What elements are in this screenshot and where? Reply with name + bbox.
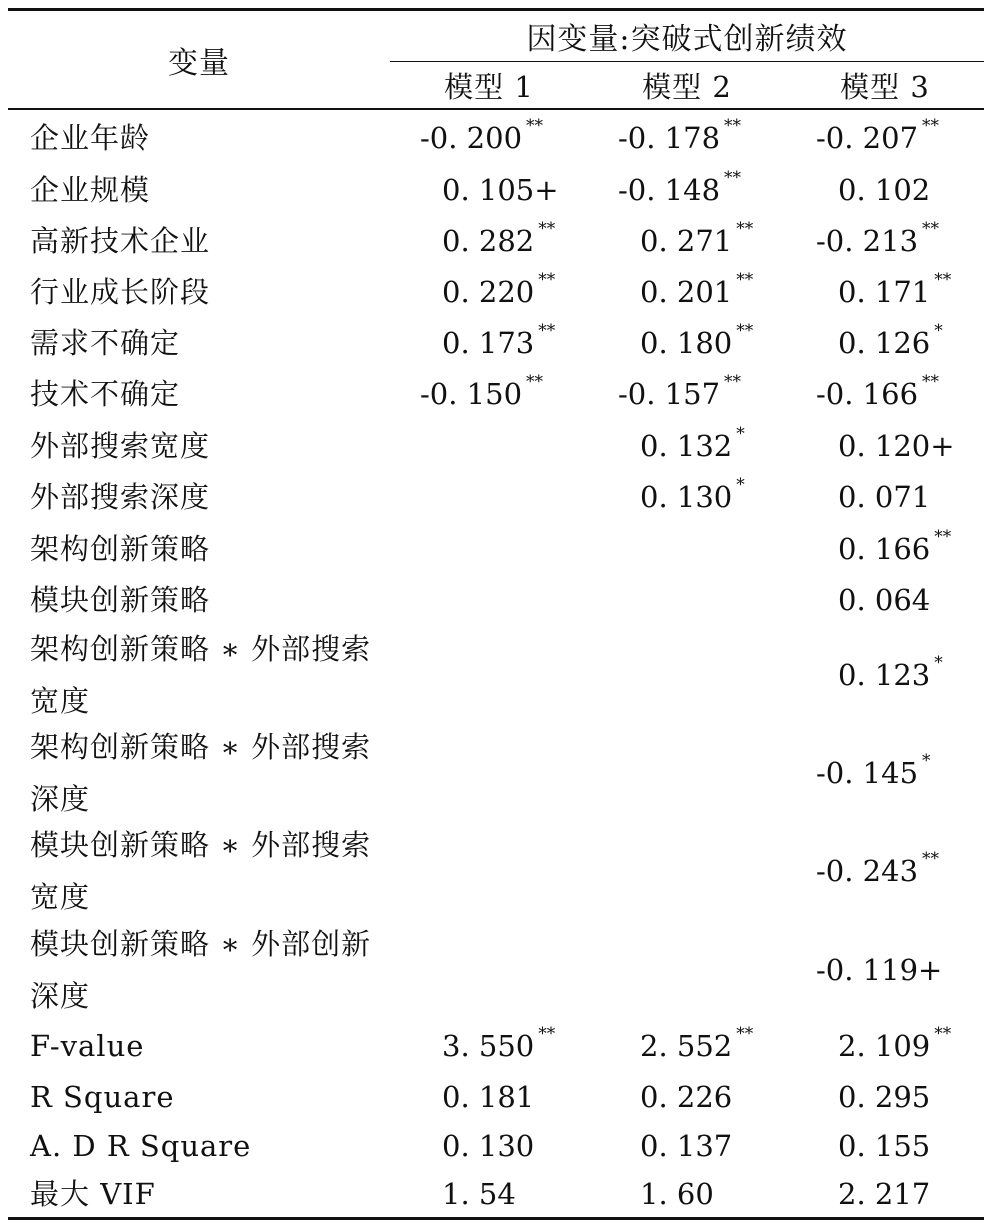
coefficient-value: 2. 109	[838, 1029, 931, 1063]
coefficient-value: 0. 282	[442, 223, 535, 258]
table-row	[8, 1020, 984, 1072]
row-label: R Square	[30, 1080, 175, 1114]
model-1-cell	[390, 574, 588, 626]
table-row	[8, 626, 984, 724]
significance-marker: **	[736, 1024, 754, 1044]
model-2-cell	[588, 266, 786, 317]
row-label: F-value	[30, 1029, 145, 1063]
table-row	[8, 920, 984, 1020]
significance-marker: **	[526, 372, 544, 392]
significance-marker: **	[526, 116, 544, 136]
model-1-cell	[390, 317, 588, 368]
significance-marker: **	[922, 849, 940, 869]
coefficient-value: 0. 226	[640, 1080, 733, 1114]
significance-marker: **	[538, 218, 556, 239]
model-3-cell	[786, 626, 984, 724]
coefficient-value: 0. 137	[640, 1129, 733, 1163]
model-2-cell	[588, 112, 786, 164]
coefficient-value: 0. 064	[838, 583, 931, 617]
row-label: 技术不确定	[30, 377, 181, 411]
coefficient-value: 0. 271	[640, 223, 733, 258]
coefficient-value: 0. 295	[838, 1080, 931, 1114]
row-label: 架构创新策略	[30, 531, 211, 566]
model-3-cell	[786, 1072, 984, 1122]
row-label: 企业年龄	[30, 121, 151, 155]
model-3-cell	[786, 574, 984, 626]
significance-marker: **	[736, 218, 754, 239]
model-3-header: 模型 3	[840, 69, 930, 104]
significance-marker: **	[922, 218, 940, 239]
coefficient-value: -0. 148	[618, 172, 721, 207]
coefficient-value: -0. 178	[618, 121, 721, 155]
significance-marker: **	[922, 372, 940, 392]
model-1-cell	[390, 420, 588, 471]
coefficient-value: 1. 54	[442, 1176, 516, 1211]
table-row	[8, 1122, 984, 1170]
coefficient-value: -0. 145	[816, 756, 919, 790]
model-1-cell	[390, 1072, 588, 1122]
significance-marker: **	[736, 320, 754, 341]
row-label: 高新技术企业	[30, 223, 211, 258]
coefficient-value: 0. 132	[640, 428, 733, 463]
model-3-cell	[786, 215, 984, 266]
coefficient-value: 0. 201	[640, 274, 733, 309]
significance-marker: **	[538, 1024, 556, 1044]
model-2-cell	[588, 471, 786, 523]
model-1-cell	[390, 471, 588, 523]
coefficient-value: 0. 123	[838, 658, 931, 692]
coefficient-value: -0. 166	[816, 377, 919, 411]
model-2-cell	[588, 626, 786, 724]
row-label: 模块创新策略 ∗ 外部搜索宽度	[30, 828, 372, 914]
model-1-cell	[390, 523, 588, 574]
model-2-cell	[588, 164, 786, 215]
coefficient-value: 0. 126	[838, 325, 931, 360]
row-label: 行业成长阶段	[30, 274, 211, 309]
model-3-cell	[786, 317, 984, 368]
coefficient-value: 0. 130	[640, 480, 733, 514]
model-2-cell	[588, 1020, 786, 1072]
model-2-cell	[588, 368, 786, 420]
significance-marker: *	[736, 475, 745, 495]
significance-marker: **	[538, 269, 556, 290]
significance-marker: *	[736, 423, 745, 444]
row-label: A. D R Square	[30, 1129, 252, 1163]
significance-marker: **	[724, 372, 742, 392]
model-2-cell	[588, 215, 786, 266]
coefficient-value: 0. 171	[838, 274, 931, 309]
coefficient-value: 2. 217	[838, 1176, 931, 1211]
model-2-cell	[588, 724, 786, 822]
table-row	[8, 574, 984, 626]
model-2-cell	[588, 420, 786, 471]
significance-marker: **	[934, 526, 952, 547]
row-label: 企业规模	[30, 172, 151, 207]
coefficient-value: 0. 220	[442, 274, 535, 309]
model-1-cell	[390, 215, 588, 266]
model-1-cell	[390, 1122, 588, 1170]
table-row	[8, 471, 984, 523]
model-2-cell	[588, 920, 786, 1020]
variable-header: 变量	[168, 45, 230, 81]
model-2-cell	[588, 822, 786, 920]
row-label: 架构创新策略 ∗ 外部搜索深度	[30, 730, 372, 816]
model-3-cell	[786, 920, 984, 1020]
model-1-cell	[390, 368, 588, 420]
table-row	[8, 523, 984, 574]
coefficient-value: -0. 157	[618, 377, 721, 411]
model-1-header: 模型 1	[444, 69, 534, 104]
coefficient-value: 3. 550	[442, 1029, 535, 1063]
coefficient-value: -0. 150	[420, 377, 523, 411]
model-1-cell	[390, 112, 588, 164]
significance-marker: *	[934, 320, 943, 341]
table-row	[8, 1170, 984, 1217]
model-3-cell	[786, 266, 984, 317]
significance-marker: *	[922, 751, 931, 771]
model-3-cell	[786, 1170, 984, 1217]
row-label: 模块创新策略 ∗ 外部创新深度	[30, 927, 372, 1013]
coefficient-value: 0. 181	[442, 1080, 535, 1114]
model-1-cell	[390, 626, 588, 724]
model-2-header: 模型 2	[642, 69, 732, 104]
significance-marker: **	[922, 116, 940, 136]
table-row	[8, 215, 984, 266]
significance-marker: **	[724, 116, 742, 136]
model-2-cell	[588, 523, 786, 574]
model-3-cell	[786, 523, 984, 574]
table-row	[8, 420, 984, 471]
regression-table	[8, 8, 984, 1220]
significance-marker: **	[724, 167, 742, 188]
coefficient-value: 0. 105+	[442, 172, 559, 207]
table-row	[8, 368, 984, 420]
model-3-cell	[786, 724, 984, 822]
coefficient-value: 0. 155	[838, 1129, 931, 1163]
model-2-cell	[588, 1170, 786, 1217]
row-label: 需求不确定	[30, 325, 181, 360]
significance-marker: *	[934, 653, 943, 673]
model-3-cell	[786, 368, 984, 420]
row-label: 模块创新策略	[30, 583, 211, 617]
model-2-cell	[588, 574, 786, 626]
significance-marker: **	[934, 1024, 952, 1044]
model-1-cell	[390, 724, 588, 822]
coefficient-value: 2. 552	[640, 1029, 733, 1063]
table-row	[8, 266, 984, 317]
coefficient-value: -0. 119+	[816, 953, 943, 987]
model-1-cell	[390, 1020, 588, 1072]
coefficient-value: -0. 243	[816, 854, 919, 888]
model-1-cell	[390, 1170, 588, 1217]
table-row	[8, 724, 984, 822]
model-3-cell	[786, 420, 984, 471]
coefficient-value: 0. 130	[442, 1129, 535, 1163]
model-2-cell	[588, 1072, 786, 1122]
row-label: 最大 VIF	[30, 1176, 156, 1211]
table-row	[8, 317, 984, 368]
table-row	[8, 1072, 984, 1122]
model-3-cell	[786, 1122, 984, 1170]
coefficient-value: -0. 207	[816, 121, 919, 155]
header-rule	[8, 108, 984, 110]
model-3-cell	[786, 822, 984, 920]
coefficient-value: -0. 213	[816, 223, 919, 258]
model-3-cell	[786, 1020, 984, 1072]
table-row	[8, 822, 984, 920]
significance-marker: **	[736, 269, 754, 290]
coefficient-value: 1. 60	[640, 1176, 714, 1211]
model-3-cell	[786, 112, 984, 164]
coefficient-value: 0. 180	[640, 325, 733, 360]
model-1-cell	[390, 164, 588, 215]
model-1-cell	[390, 822, 588, 920]
model-2-cell	[588, 317, 786, 368]
model-3-cell	[786, 471, 984, 523]
model-2-cell	[588, 1122, 786, 1170]
model-1-cell	[390, 920, 588, 1020]
coefficient-value: 0. 102	[838, 172, 931, 207]
table-row	[8, 112, 984, 164]
coefficient-value: 0. 120+	[838, 428, 955, 463]
model-1-cell	[390, 266, 588, 317]
row-label: 外部搜索宽度	[30, 428, 211, 463]
coefficient-value: -0. 200	[420, 121, 523, 155]
coefficient-value: 0. 071	[838, 480, 931, 514]
row-label: 外部搜索深度	[30, 480, 211, 514]
dependent-variable-header: 因变量:突破式创新绩效	[526, 22, 848, 57]
model-3-cell	[786, 164, 984, 215]
coefficient-value: 0. 173	[442, 325, 535, 360]
row-label: 架构创新策略 ∗ 外部搜索宽度	[30, 632, 372, 718]
significance-marker: **	[538, 320, 556, 341]
coefficient-value: 0. 166	[838, 531, 931, 566]
table-row	[8, 164, 984, 215]
significance-marker: **	[934, 269, 952, 290]
